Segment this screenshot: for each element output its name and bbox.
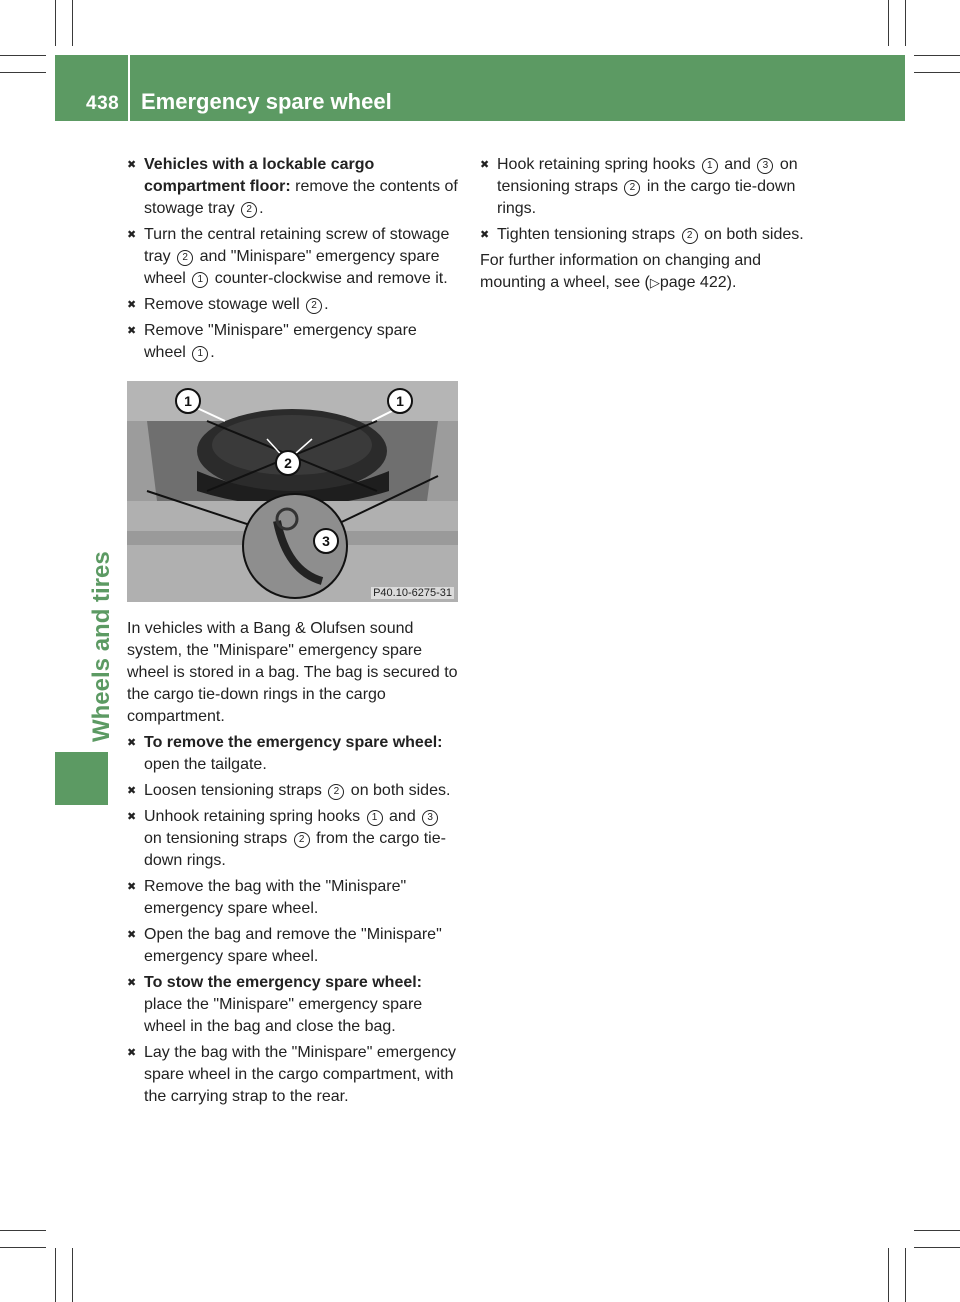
- figure-cargo-compartment: [127, 381, 458, 602]
- arrow-right-icon: ✖: [127, 1047, 137, 1059]
- crop-mark: [914, 1230, 960, 1231]
- step-text: counter-clockwise and remove it.: [210, 270, 448, 287]
- arrow-right-icon: ✖: [127, 737, 137, 749]
- crop-mark: [0, 1247, 46, 1248]
- step-text: on tensioning straps: [144, 830, 292, 847]
- reference-number: 3: [757, 158, 773, 174]
- step-text: from the cargo tie-down rings.: [144, 830, 446, 869]
- step-text: remove the contents of stowage tray: [144, 178, 458, 217]
- header-divider: [128, 55, 130, 121]
- arrow-right-icon: ✖: [127, 159, 137, 171]
- step-text: on tensioning straps: [497, 156, 798, 195]
- arrow-right-icon: ✖: [127, 977, 137, 989]
- crop-mark: [905, 1248, 906, 1302]
- instruction-step: [480, 154, 820, 220]
- instruction-step: [127, 732, 462, 776]
- step-text: and: [384, 808, 421, 825]
- reference-number: 2: [682, 228, 698, 244]
- side-tab-label: Wheels and tires: [88, 551, 115, 742]
- body-paragraph: In vehicles with a Bang & Olufsen sound system, the "Minispare" emergency spare wheel is stored in a bag. The bag is secured to the cargo tie-down rings in the cargo compartment.: [127, 620, 458, 725]
- step-text: Remove "Minispare" emergency spare wheel: [144, 322, 417, 361]
- reference-number: 2: [294, 832, 310, 848]
- arrow-right-icon: ✖: [480, 159, 490, 171]
- reference-number: 1: [367, 810, 383, 826]
- reference-number: 1: [702, 158, 718, 174]
- step-text: Remove the bag with the "Minispare" emergency spare wheel.: [144, 878, 407, 917]
- crop-mark: [914, 72, 960, 73]
- step-list: [480, 154, 820, 246]
- step-heading: Vehicles with a lockable cargo compartment floor:: [144, 156, 375, 195]
- reference-number: 1: [192, 272, 208, 288]
- instruction-step: [127, 876, 462, 920]
- reference-number: 2: [624, 180, 640, 196]
- step-text: open the tailgate.: [144, 756, 267, 773]
- left-column: [127, 154, 462, 1112]
- reference-number: 2: [241, 202, 257, 218]
- arrow-right-icon: ✖: [127, 929, 137, 941]
- crop-mark: [55, 1248, 56, 1302]
- instruction-step: [127, 972, 462, 1038]
- arrow-right-icon: ✖: [127, 299, 137, 311]
- instruction-step: [127, 294, 462, 316]
- crop-mark: [888, 0, 889, 46]
- further-info-suffix: ).: [726, 274, 737, 291]
- crop-mark: [0, 55, 46, 56]
- step-text: Remove stowage well: [144, 296, 305, 313]
- instruction-step: [480, 224, 820, 246]
- crop-mark: [0, 1230, 46, 1231]
- arrow-right-icon: ✖: [127, 229, 137, 241]
- callout-3: 3: [313, 528, 339, 554]
- step-text: and "Minispare" emergency spare wheel: [144, 248, 440, 287]
- step-text: Hook retaining spring hooks: [497, 156, 700, 173]
- reference-number: 2: [328, 784, 344, 800]
- reference-number: 1: [192, 346, 208, 362]
- arrow-right-icon: ✖: [127, 325, 137, 337]
- right-column: [480, 154, 820, 298]
- step-list: [127, 732, 462, 1108]
- step-text: and: [719, 156, 756, 173]
- step-text: on both sides.: [699, 226, 804, 243]
- reference-number: 2: [177, 250, 193, 266]
- step-text: in the cargo tie-down rings.: [497, 178, 796, 217]
- step-text: Unhook retaining spring hooks: [144, 808, 365, 825]
- callout-2: 2: [275, 450, 301, 476]
- callout-1: 1: [387, 388, 413, 414]
- step-text: Open the bag and remove the "Minispare" emergency spare wheel.: [144, 926, 442, 965]
- page-reference-link[interactable]: page 422: [659, 274, 727, 291]
- crop-mark: [905, 0, 906, 46]
- instruction-step: [127, 320, 462, 364]
- reference-number: 3: [422, 810, 438, 826]
- figure-code: P40.10-6275-31: [373, 587, 452, 599]
- arrow-right-icon: ✖: [480, 229, 490, 241]
- crop-mark: [914, 55, 960, 56]
- step-text: place the "Minispare" emergency spare wheel in the bag and close the bag.: [144, 996, 423, 1035]
- instruction-step: [127, 1042, 462, 1108]
- instruction-step: [127, 924, 462, 968]
- step-text: .: [324, 296, 329, 313]
- instruction-step: [127, 224, 462, 290]
- instruction-step: [127, 780, 462, 802]
- step-text: .: [210, 344, 215, 361]
- reference-number: 2: [306, 298, 322, 314]
- step-text: .: [259, 200, 264, 217]
- crop-mark: [72, 0, 73, 46]
- step-text: Loosen tensioning straps: [144, 782, 327, 799]
- page-number: 438: [86, 93, 120, 114]
- arrow-right-icon: ✖: [127, 785, 137, 797]
- step-list: [127, 154, 462, 364]
- step-text: Tighten tensioning straps: [497, 226, 680, 243]
- crop-mark: [914, 1247, 960, 1248]
- step-heading: To stow the emergency spare wheel:: [144, 974, 423, 991]
- step-text: Turn the central retaining screw of stowage tray: [144, 226, 450, 265]
- arrow-right-icon: ✖: [127, 881, 137, 893]
- side-tab-block: [55, 752, 108, 805]
- step-heading: To remove the emergency spare wheel:: [144, 734, 443, 751]
- crop-mark: [888, 1248, 889, 1302]
- callout-1: 1: [175, 388, 201, 414]
- triangle-right-icon: ▷: [649, 275, 660, 290]
- further-info: [480, 250, 820, 294]
- crop-mark: [0, 72, 46, 73]
- step-text: Lay the bag with the "Minispare" emergency spare wheel in the cargo compartment, with the carrying strap to the rear.: [144, 1044, 456, 1105]
- crop-mark: [72, 1248, 73, 1302]
- crop-mark: [55, 0, 56, 46]
- instruction-step: [127, 806, 462, 872]
- cargo-illustration: [127, 381, 458, 602]
- arrow-right-icon: ✖: [127, 811, 137, 823]
- instruction-step: [127, 154, 462, 220]
- step-text: on both sides.: [346, 782, 451, 799]
- section-title: Emergency spare wheel: [141, 89, 392, 114]
- further-info-prefix: For further information on changing and mounting a wheel, see (: [480, 252, 762, 291]
